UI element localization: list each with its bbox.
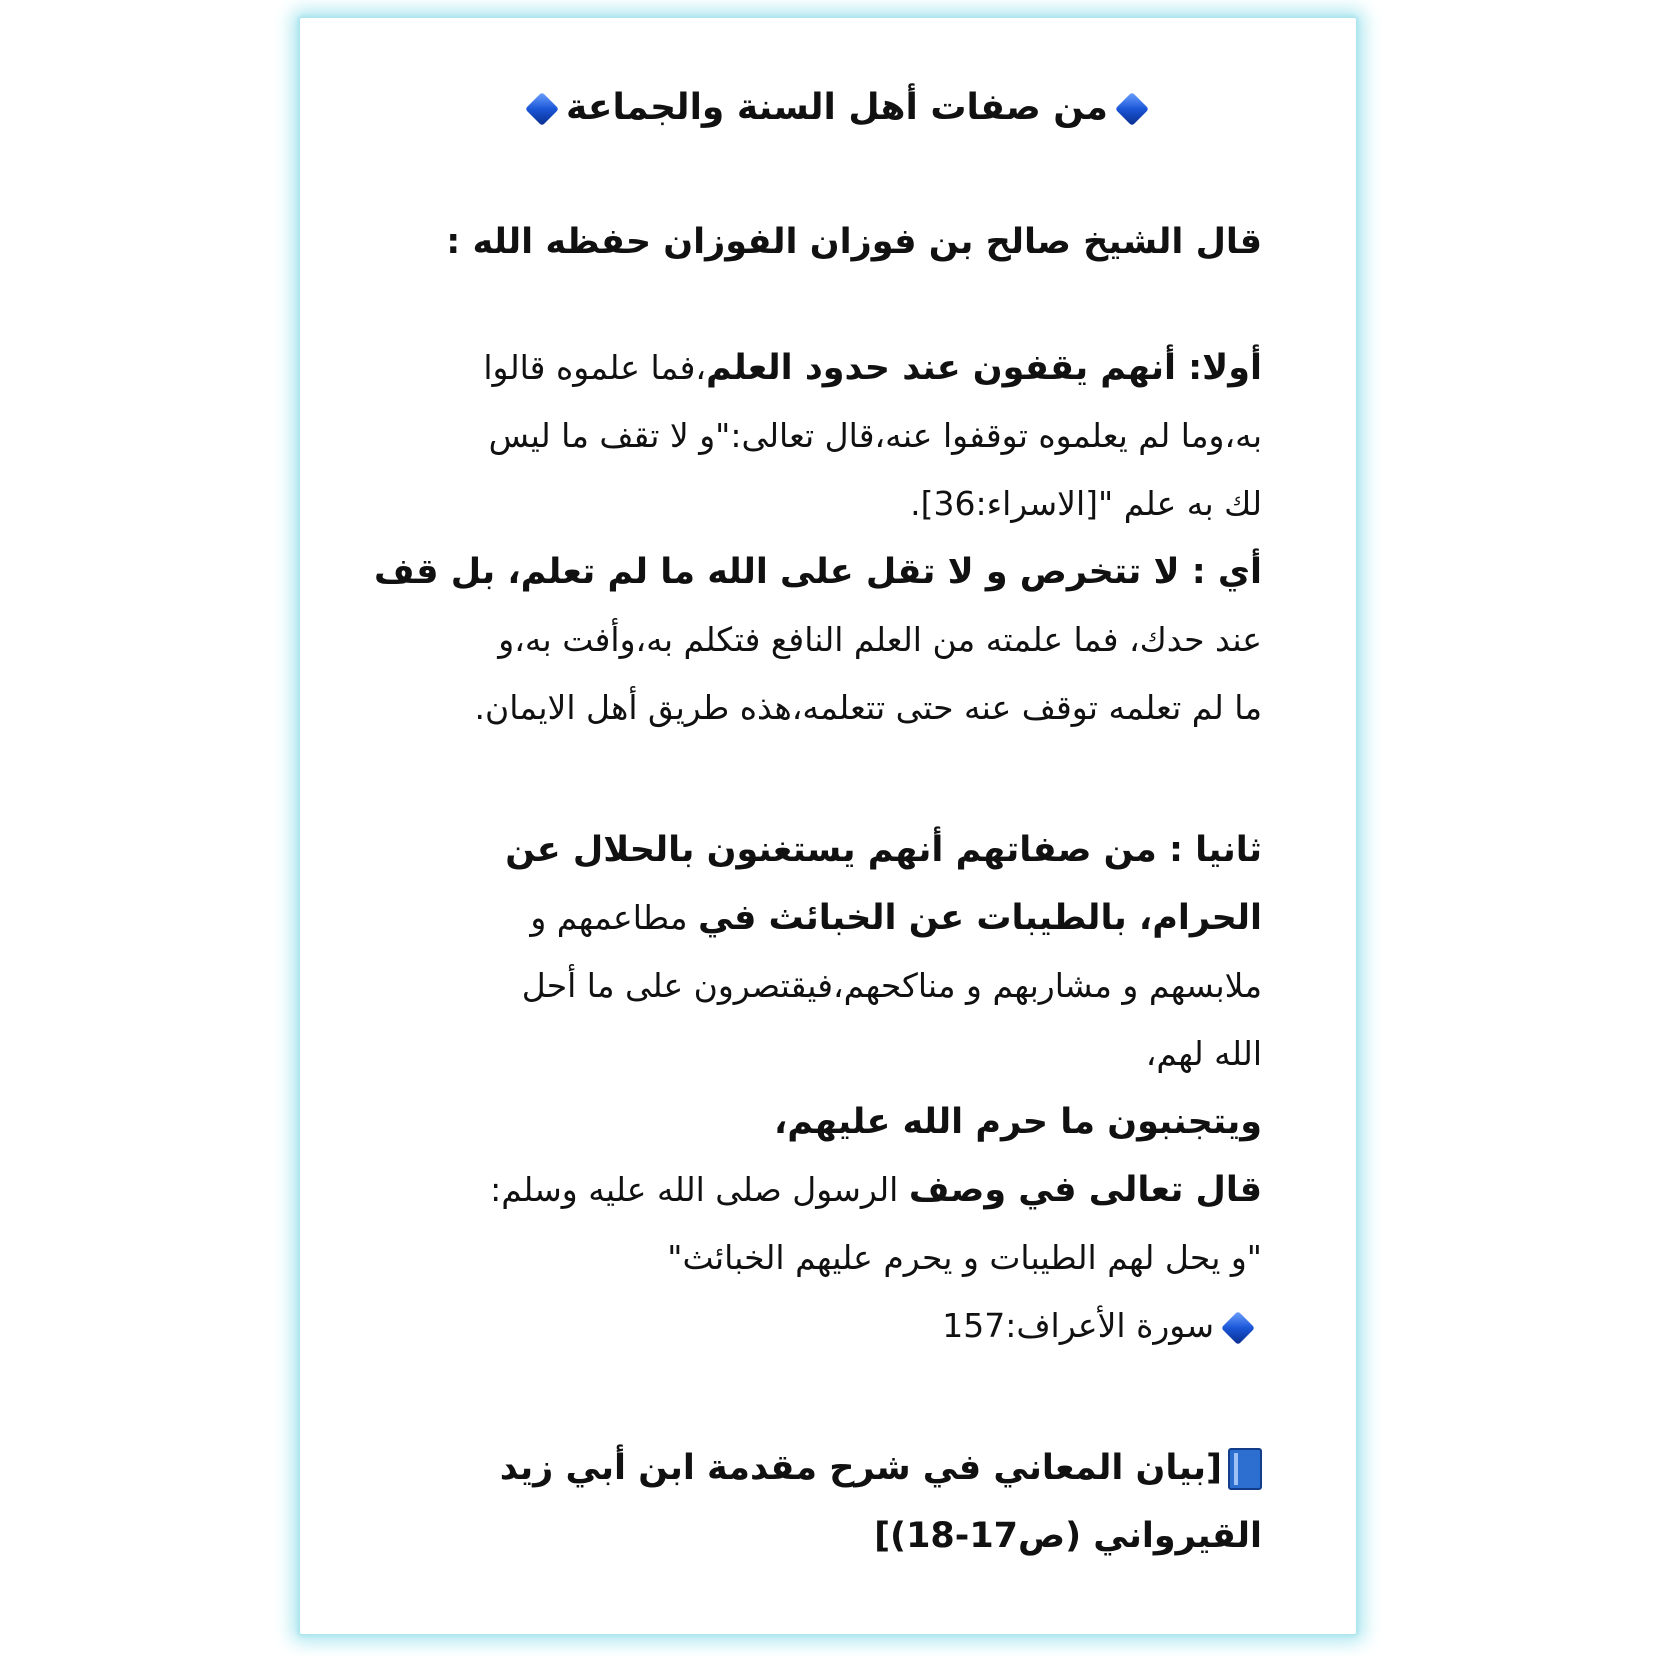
title-text: من صفات أهل السنة والجماعة bbox=[566, 87, 1108, 128]
paragraph-2-line-1: أي : لا تتخرص و لا تقل على الله ما لم تعلم، بل قف bbox=[373, 552, 1262, 592]
p1-rest: ،فما علموه قالوا bbox=[483, 348, 707, 387]
p1-bold: أولا: أنهم يقفون عند حدود العلم bbox=[706, 348, 1262, 388]
paragraph-3-line-3: ملابسهم و مشاربهم و مناكحهم،فيقتصرون على ما أحل bbox=[521, 966, 1262, 1005]
blue-diamond-icon bbox=[1221, 1311, 1255, 1345]
blue-book-icon bbox=[1228, 1448, 1262, 1490]
p3-line6-bold: قال تعالى في وصف bbox=[908, 1170, 1262, 1210]
blue-diamond-icon bbox=[1115, 92, 1149, 126]
paragraph-1-line-1 bbox=[392, 334, 1262, 402]
source-line-1 bbox=[392, 1434, 1262, 1502]
paragraph-3-line-1: ثانيا : من صفاتهم أنهم يستغنون بالحلال عن bbox=[505, 830, 1262, 870]
surah-reference bbox=[392, 1292, 1262, 1360]
paragraph-1-line-3: لك به علم "[الاسراء:36]. bbox=[910, 484, 1262, 523]
source-line-1-text: [بيان المعاني في شرح مقدمة ابن أبي زيد bbox=[499, 1448, 1222, 1488]
document-title bbox=[392, 78, 1282, 138]
paragraph-3-line-6 bbox=[392, 1156, 1262, 1224]
p3-line2-bold: الحرام، بالطيبات عن الخبائث في bbox=[698, 898, 1262, 938]
p3-line2-rest: مطاعمهم و bbox=[530, 898, 699, 937]
blue-diamond-icon bbox=[525, 92, 559, 126]
p3-line6-rest: الرسول صلى الله عليه وسلم: bbox=[490, 1170, 909, 1209]
paragraph-3-line-4: الله لهم، bbox=[1145, 1034, 1262, 1073]
source-line-2: القيرواني (ص17-18)] bbox=[874, 1516, 1262, 1556]
paragraph-3-line-5: ويتجنبون ما حرم الله عليهم، bbox=[774, 1102, 1262, 1142]
paragraph-2-line-3: ما لم تعلمه توقف عنه حتى تتعلمه،هذه طريق أهل الايمان. bbox=[474, 688, 1262, 727]
paragraph-1-line-2: به،وما لم يعلموه توقفوا عنه،قال تعالى:"و لا تقف ما ليس bbox=[488, 416, 1262, 455]
quran-quote: "و يحل لهم الطيبات و يحرم عليهم الخبائث" bbox=[667, 1238, 1262, 1277]
author-line: قال الشيخ صالح بن فوزان الفوزان حفظه الله : bbox=[446, 222, 1262, 262]
surah-reference-text: سورة الأعراف:157 bbox=[942, 1306, 1214, 1345]
document-content bbox=[373, 78, 1262, 1570]
paragraph-3-line-2 bbox=[392, 884, 1262, 952]
paragraph-2-line-2: عند حدك، فما علمته من العلم النافع فتكلم به،وأفت به،و bbox=[498, 620, 1262, 659]
